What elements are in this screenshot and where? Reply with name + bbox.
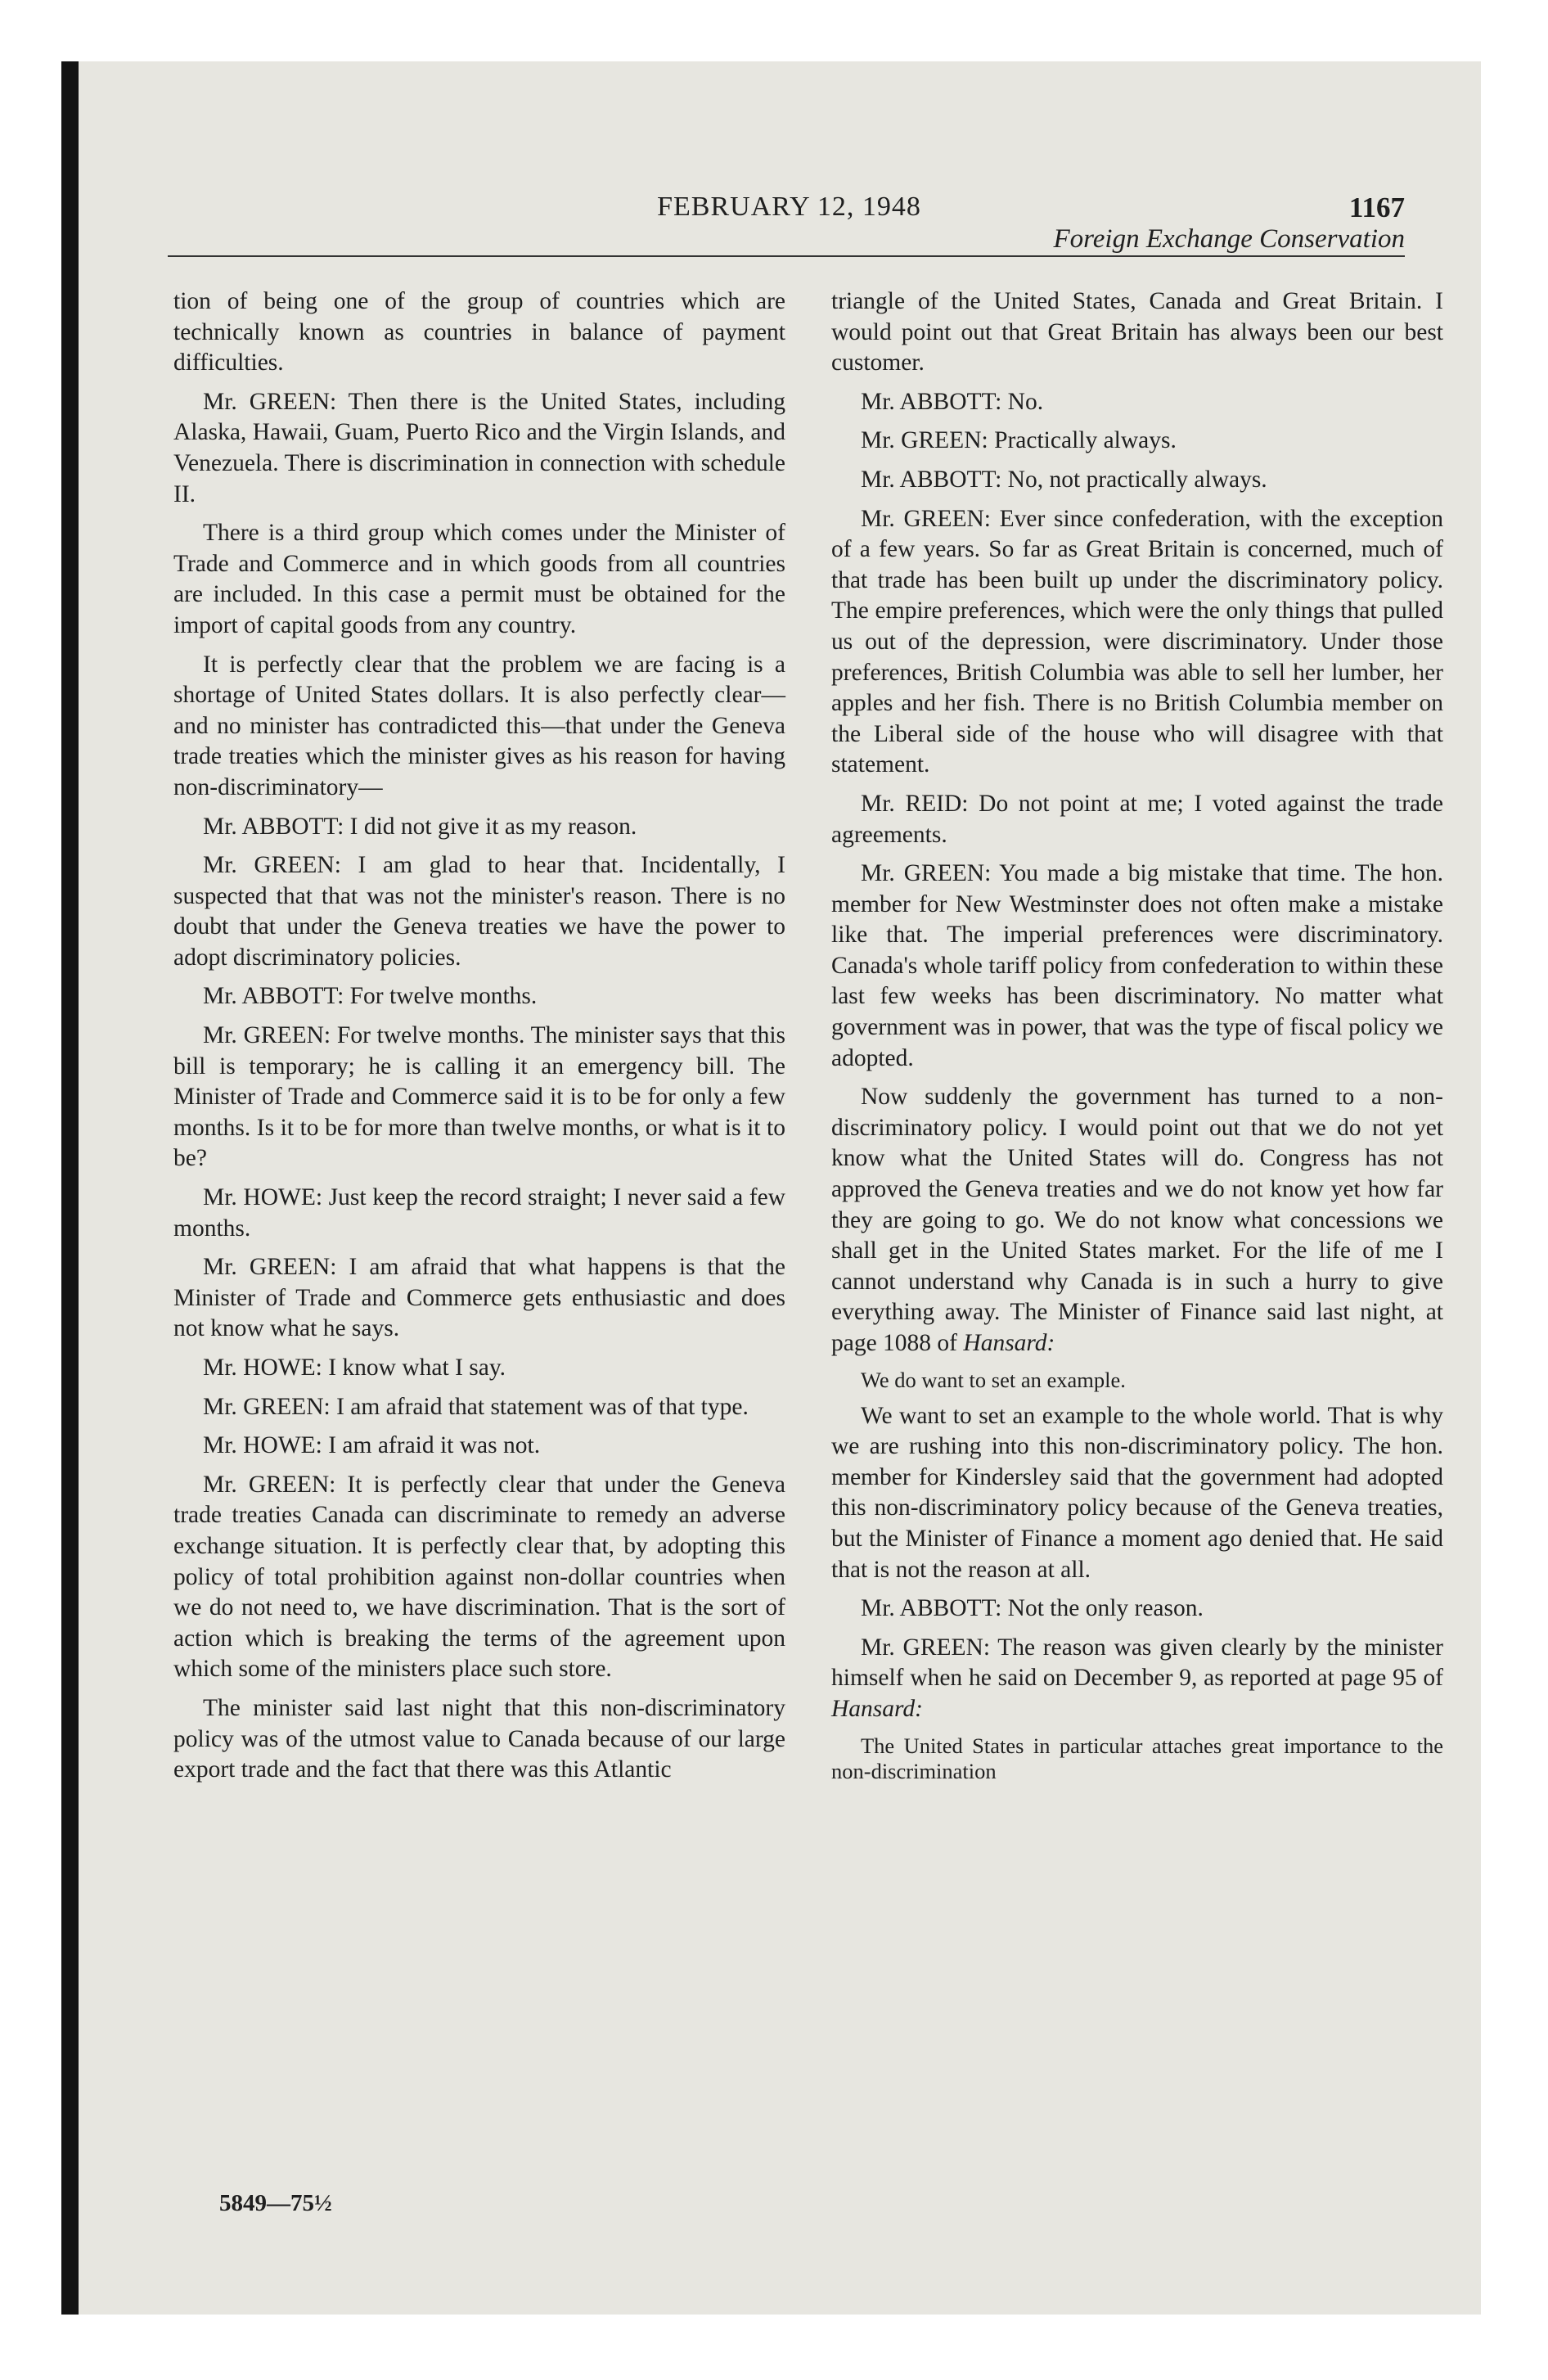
paragraph: [831, 1633, 1443, 1725]
header-date: FEBRUARY 12, 1948: [657, 192, 921, 222]
hansard-reference: Hansard:: [963, 1330, 1055, 1356]
header-rule: [168, 255, 1405, 257]
paragraph: Mr. ABBOTT: No.: [861, 388, 1044, 415]
paragraph: Mr. ABBOTT: Not the only reason.: [861, 1595, 1204, 1622]
paragraph: Mr. GREEN: Ever since confederation, with the exception of a few years. So far as Great Britain is concerned, much of that trade has been built up under the discriminatory policy. The empire preferences, which were the only things that pulled us out of the depression, were discriminatory. Under those preferences, British Columbia was able to sell her lumber, her apples and her fish. There is no British Columbia member on the Liberal side of the house who will disagree with that statement.: [831, 505, 1443, 778]
page-number: 1167: [1348, 192, 1405, 223]
quotation: The United States in particular attaches great importance to the non-discrimination: [831, 1733, 1443, 1783]
paragraph-text: Mr. GREEN: The reason was given clearly by the minister himself when he said on December 9, as reported at page 95 of: [831, 1634, 1443, 1692]
page-header: [173, 192, 1405, 257]
paragraph: Mr. GREEN: It is perfectly clear that under the Geneva trade treaties Canada can discriminate to remedy an adverse exchange situation. It is perfectly clear that, by adopting this policy of total prohibition against non-dollar countries when we do not need to, we have discrimination. That is the sort of action which is breaking the terms of the agreement upon which some of the ministers place such store.: [173, 1471, 785, 1683]
paragraph-text: Now suddenly the government has turned to a non-discriminatory policy. I would point out that we do not yet know what the United States will do. Congress has not approved the Geneva treaties and we do not know yet how far they are going to go. We do not know what concessions we shall get in the United States market. For the life of me I cannot understand why Canada is in such a hurry to give everything away. The Minister of Finance said last night, at page 1088 of: [831, 1084, 1443, 1356]
paragraph: Mr. GREEN: I am glad to hear that. Incidentally, I suspected that that was not the minister's reason. There is no doubt that under the Geneva treaties we have the power to adopt discriminatory policies.: [173, 852, 785, 971]
paragraph: Mr. ABBOTT: No, not practically always.: [861, 466, 1267, 493]
paragraph: Mr. ABBOTT: For twelve months.: [203, 983, 538, 1010]
paragraph: Mr. GREEN: Practically always.: [861, 427, 1177, 454]
paragraph: Mr. HOWE: Just keep the record straight; I never said a few months.: [173, 1184, 785, 1242]
paragraph: We want to set an example to the whole world. That is why we are rushing into this non-discriminatory policy. The hon. member for Kindersley said that the government had adopted this non-discriminatory policy because of the Geneva treaties, but the Minister of Finance a moment ago denied that. He said that is not the reason at all.: [831, 1402, 1443, 1583]
paragraph: There is a third group which comes under the Minister of Trade and Commerce and in which goods from all countries are included. In this case a permit must be obtained for the import of capital goods from any country.: [173, 520, 785, 638]
paragraph: The minister said last night that this non-discriminatory policy was of the utmost value to Canada because of our large export trade and the fact that there was this Atlantic: [173, 1694, 785, 1783]
paragraph: It is perfectly clear that the problem we are facing is a shortage of United States dollars. It is also perfectly clear—and no minister has contradicted this—that under the Geneva trade treaties which the minister gives as his reason for having non-discriminatory—: [173, 651, 785, 800]
hansard-reference: Hansard:: [831, 1695, 923, 1722]
quotation: We do want to set an example.: [861, 1367, 1126, 1392]
paragraph: Mr. HOWE: I am afraid it was not.: [203, 1432, 541, 1459]
paragraph: tion of being one of the group of countries which are technically known as countries in balance of payment difficulties.: [173, 288, 785, 376]
paragraph: Mr. REID: Do not point at me; I voted against the trade agreements.: [831, 790, 1443, 848]
left-column: [173, 286, 785, 1794]
paragraph: triangle of the United States, Canada and Great Britain. I would point out that Great Britain has always been our best customer.: [831, 288, 1443, 376]
paragraph: Mr. ABBOTT: I did not give it as my reason.: [203, 813, 637, 840]
binding-edge: [61, 61, 79, 2315]
paragraph: Mr. GREEN: I am afraid that what happens is that the Minister of Trade and Commerce gets enthusiastic and does not know what he says.: [173, 1254, 785, 1342]
printer-signature: 5849—75½: [219, 2190, 332, 2216]
paragraph: Mr. GREEN: Then there is the United States, including Alaska, Hawaii, Guam, Puerto Rico and the Virgin Islands, and Venezuela. There is discrimination in connection with schedule II.: [173, 388, 785, 507]
paragraph: Mr. GREEN: For twelve months. The minister says that this bill is temporary; he is calling it an emergency bill. The Minister of Trade and Commerce said it is to be for only a few months. Is it to be for more than twelve months, or what is it to be?: [173, 1022, 785, 1172]
paragraph: Mr. GREEN: I am afraid that statement was of that type.: [203, 1393, 749, 1420]
paragraph: Mr. HOWE: I know what I say.: [203, 1355, 506, 1381]
paragraph: Mr. GREEN: You made a big mistake that time. The hon. member for New Westminster does not often make a mistake like that. The imperial preferences were discriminatory. Canada's whole tariff policy from confederation to within these last few weeks has been discriminatory. No matter what government was in power, that was the type of fiscal policy we adopted.: [831, 860, 1443, 1071]
paragraph: [831, 1082, 1443, 1359]
running-title: Foreign Exchange Conservation: [1053, 224, 1405, 254]
right-column: [831, 286, 1443, 1792]
